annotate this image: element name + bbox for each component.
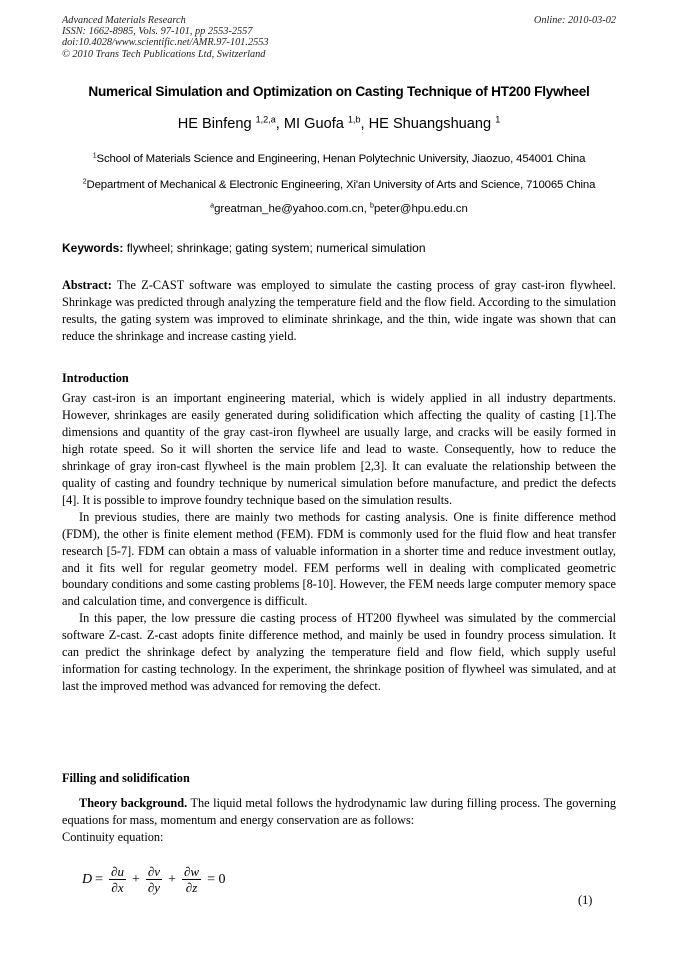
fraction-denominator: ∂z <box>185 880 198 895</box>
body-text: The liquid metal follows the hydrodynamic law during filling process. The governing equations for mass, momentum and energy conservation are as follows: <box>62 796 616 827</box>
section-heading-introduction: Introduction <box>62 371 129 385</box>
keywords <box>62 241 616 255</box>
equation-number: (1) <box>578 893 593 907</box>
equation-rhs: = 0 <box>207 871 226 887</box>
equation-plus: + <box>168 871 176 887</box>
affiliation-mark: 1 <box>92 152 97 160</box>
partial-fraction <box>109 864 126 895</box>
abstract-label: Abstract: <box>62 278 112 292</box>
body-paragraph: In this paper, the low pressure die casting process of HT200 flywheel was simulated by the commercial software Z-cast. Z-cast adopts finite difference method, and mainly be used in foundry process simulation. It can predict the shrinkage defect by analyzing the temperature field and flow field, which supply useful information for casting technology. In the experiment, the shrinkage position of flywheel was simulated, and at last the improved method was advanced for removing the defect. <box>62 611 616 694</box>
copyright-line: © 2010 Trans Tech Publications Ltd, Switzerland <box>62 48 266 60</box>
body-paragraph: Gray cast-iron is an important engineering material, which is widely applied in all industry departments. However, shrinkages are easily generated during solidification which affecting the quality of casting [1].The dimensions and quantity of the gray cast-iron flywheel are usually large, and cracks will be easily formed in high rotate speed. So it will shorten the service life and lead to waste. Consequently, how to reduce the shrinkage of gray iron-cast flywheel is the main problem [2,3]. It can evaluate the relationship between the quality of casting and foundry technique by numerical simulation before manufacture, and predict the defects [4]. It is possible to improve foundry technique based on the simulation results. <box>62 391 616 507</box>
body-paragraph: In previous studies, there are mainly two methods for casting analysis. One is finite difference method (FDM), the other is finite element method (FEM). FDM is commonly used for the fluid flow and heat transfer research [5-7]. FDM can obtain a mass of valuable information in a shorter time and reduce investment outlay, and it fits well for regular geometry model. FEM performs well in dealing with complicated geometric boundary conditions and some casting problems [8-10]. However, the FEM needs large computer memory space and calculation time, and convergence is difficult. <box>62 509 616 609</box>
equation-equals: = <box>95 871 104 887</box>
continuity-label: Continuity equation: <box>62 829 164 844</box>
author-separator: , <box>360 116 369 132</box>
affiliation-1 <box>40 153 638 165</box>
email-mark: b <box>370 202 374 210</box>
author-affiliation-mark: 1 <box>495 114 501 125</box>
abstract-paragraph <box>62 277 616 345</box>
equation-lhs: D <box>82 871 93 887</box>
journal-header <box>62 15 616 60</box>
fraction-numerator: ∂w <box>183 864 200 879</box>
equation-plus: + <box>131 871 140 887</box>
author-name: HE Shuangshuang <box>368 116 496 132</box>
email-separator: , <box>363 203 371 215</box>
author-name: MI Guofa <box>283 116 348 132</box>
online-date: Online: 2010-03-02 <box>533 15 616 26</box>
issn-line: ISSN: 1662-8985, Vols. 97-101, pp 2553-2557 <box>62 26 253 38</box>
fraction-denominator: ∂y <box>147 880 161 895</box>
author-affiliation-mark: 1,2,a <box>255 114 276 125</box>
partial-fraction <box>182 864 201 895</box>
subsection-label: Theory background. <box>79 796 188 810</box>
fraction-numerator: ∂u <box>111 864 124 879</box>
keywords-text: flywheel; shrinkage; gating system; numerical simulation <box>123 241 426 255</box>
email-address: peter@hpu.edu.cn <box>373 203 468 215</box>
fraction-denominator: ∂x <box>111 880 124 895</box>
keywords-label: Keywords: <box>62 241 124 255</box>
affiliation-mark: 2 <box>82 178 87 186</box>
partial-fraction <box>146 864 162 895</box>
abstract <box>62 277 616 345</box>
author-separator: , <box>275 116 284 132</box>
section-heading-filling: Filling and solidification <box>62 771 190 785</box>
continuity-equation <box>82 864 229 895</box>
abstract-text: The Z-CAST software was employed to simulate the casting process of gray cast-iron flywheel. Shrinkage was predicted through analyzing the temperature field and the flow field. According to the simulation results, the gating system was improved to eliminate shrinkage, and the thin, wide ingate was shown that can reduce the shrinkage and increase casting yield. <box>62 278 616 343</box>
affiliation-text: Department of Mechanical & Electronic Engineering, Xi'an University of Arts and Science, 710065 China <box>86 179 596 191</box>
email-line <box>40 203 638 215</box>
introduction-body <box>62 390 616 695</box>
filling-body <box>62 795 616 846</box>
journal-name: Advanced Materials Research <box>62 15 186 26</box>
author-name: HE Binfeng <box>177 116 256 132</box>
doi-line: doi:10.4028/www.scientific.net/AMR.97-101.2553 <box>62 37 269 49</box>
email-mark: a <box>210 202 215 210</box>
fraction-numerator: ∂v <box>147 864 161 879</box>
paper-title: Numerical Simulation and Optimization on Casting Technique of HT200 Flywheel <box>88 84 590 99</box>
affiliation-2 <box>40 179 638 191</box>
author-list <box>40 116 638 132</box>
body-paragraph <box>62 795 616 829</box>
affiliation-text: School of Materials Science and Engineering, Henan Polytechnic University, Jiaozuo, 454001 China <box>96 153 586 165</box>
email-address: greatman_he@yahoo.com.cn <box>214 203 364 215</box>
author-affiliation-mark: 1,b <box>347 114 361 125</box>
